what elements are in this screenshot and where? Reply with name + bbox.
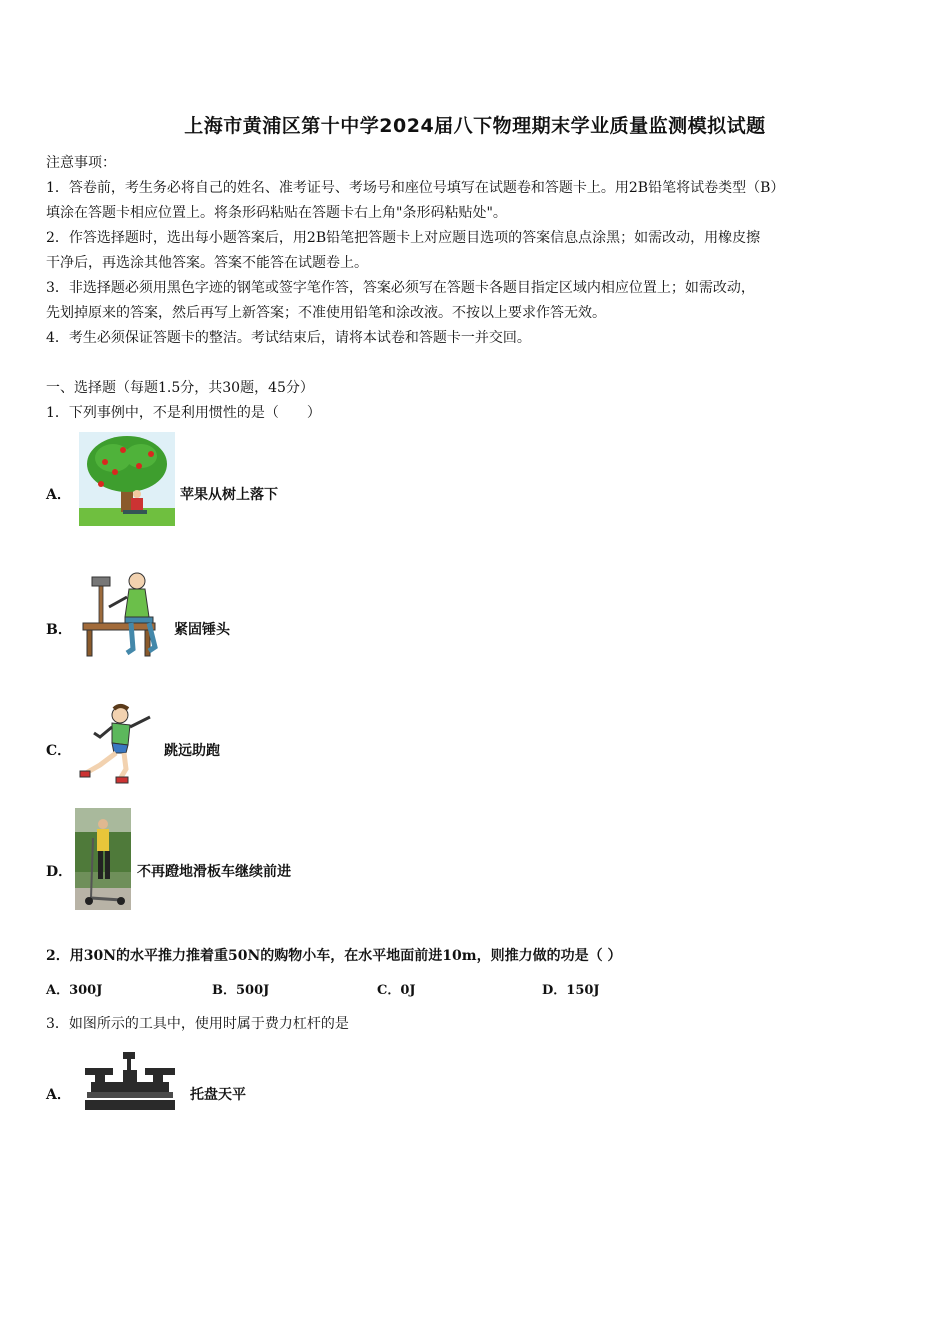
apple-tree-icon: [79, 432, 175, 526]
notice-line: 填涂在答题卡相应位置上。将条形码粘贴在答题卡右上角"条形码粘贴处"。: [46, 205, 507, 221]
option-b-letter: B．: [46, 622, 72, 638]
notice-line: 2．作答选择题时，选出每小题答案后，用2B铅笔把答题卡上对应题目选项的答案信息点涂黑；如需改动，用橡皮擦: [46, 230, 761, 246]
q3-option-a-letter: A．: [46, 1087, 71, 1103]
section-heading: 一、选择题（每题1.5分，共30题，45分）: [46, 380, 314, 396]
question-1-stem: 1．下列事例中，不是利用惯性的是（ ）: [46, 405, 321, 421]
option-d-letter: D．: [46, 864, 73, 880]
q3-option-a-text: 托盘天平: [190, 1087, 246, 1103]
question-2-stem: 2．用30N的水平推力推着重50N的购物小车，在水平地面前进10m，则推力做的功是（ ）: [46, 948, 622, 964]
option-c-letter: C．: [46, 743, 72, 759]
notice-line: 先划掉原来的答案，然后再写上新答案；不准使用铅笔和涂改液。不按以上要求作答无效。: [46, 305, 606, 321]
question-3-stem: 3．如图所示的工具中，使用时属于费力杠杆的是: [46, 1016, 349, 1032]
option-d-text: 不再蹬地滑板车继续前进: [137, 864, 291, 880]
hammer-bench-icon: [79, 567, 169, 659]
page-title: 上海市黄浦区第十中学2024届八下物理期末学业质量监测模拟试题: [184, 115, 766, 137]
option-b-text: 紧固锤头: [174, 622, 230, 638]
option-a-letter: A．: [46, 487, 71, 503]
q2-choice-c: C．0J: [377, 983, 416, 998]
q2-choice-a: A．300J: [46, 983, 103, 998]
notice-heading: 注意事项：: [46, 155, 116, 171]
q2-choice-b: B．500J: [212, 983, 270, 998]
notice-line: 4．考生必须保证答题卡的整洁。考试结束后，请将本试卷和答题卡一并交回。: [46, 330, 531, 346]
option-c-text: 跳远助跑: [164, 743, 220, 759]
notice-line: 3．非选择题必须用黑色字迹的钢笔或签字笔作答，答案必须写在答题卡各题目指定区域内相应位置上；如需改动，: [46, 280, 755, 296]
option-a-text: 苹果从树上落下: [180, 487, 278, 503]
q2-choice-d: D．150J: [542, 983, 600, 998]
notice-line: 干净后，再选涂其他答案。答案不能答在试题卷上。: [46, 255, 368, 271]
balance-scale-icon: [83, 1052, 177, 1112]
scooter-photo-icon: [75, 808, 131, 910]
runner-icon: [76, 703, 158, 785]
notice-line: 1．答卷前，考生务必将自己的姓名、准考证号、考场号和座位号填写在试题卷和答题卡上。用2B铅笔将试卷类型（B）: [46, 180, 785, 196]
